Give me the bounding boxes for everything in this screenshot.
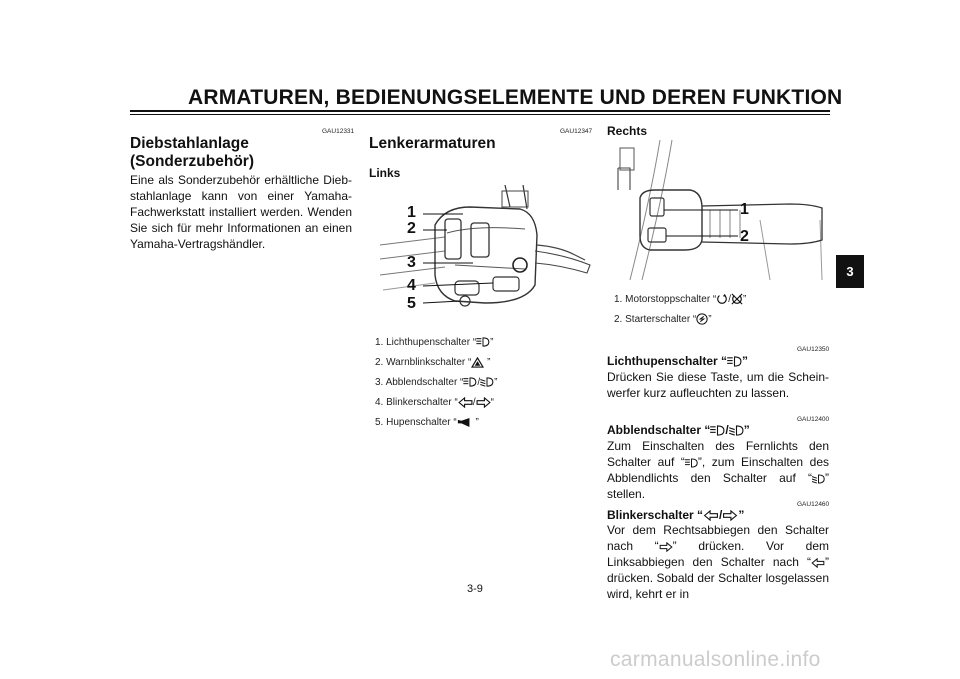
page-number: 3-9 [467,583,483,595]
caption-turn-signal: 4. Blinkerschalter “ / “ [375,397,494,408]
left-title-line1: Diebstahlanlage [130,135,249,152]
left-turn-icon [703,510,719,521]
section-code-flash: GAU12350 [797,346,830,353]
left-switch-captions [375,333,605,433]
low-beam-icon [729,425,744,436]
right-turn-icon [659,542,673,552]
left-callout-3: 3 [407,254,416,271]
horn-icon [457,417,473,428]
left-callout-2: 2 [407,220,416,237]
left-body-text: Eine als Sonderzubehör erhältliche Diebstahlanlage kann von einer Yamaha-Fachwerkstatt installiert werden. Wenden Sie sich für mehr Informationen an einen Yamaha-Vertragshändler. [130,173,352,251]
low-beam-icon [812,474,825,484]
chapter-tab: 3 [836,255,864,288]
left-callout-4: 4 [407,277,416,294]
section-body-turn: Vor dem Rechtsabbiegen den Schalter nach “ ” drücken. Vor dem Linksabbiegen den Schalter nach “ ” drücken. Sobald der Schalter losgelassen wird, kehrt er in [607,523,829,601]
caption-engine-stop: 1. Motorstoppschalter “ / ” [614,294,747,305]
headlight-flash-icon [476,337,490,347]
middle-title: Lenkerarmaturen [369,135,496,152]
left-turn-icon [811,558,825,568]
high-beam-icon [685,458,698,468]
high-beam-icon [710,425,725,436]
header-rule [130,110,830,112]
caption-hazard: 2. Warnblinkschalter “ ” [375,357,491,368]
right-handlebar-photo [610,140,835,280]
page-header-title: ARMATUREN, BEDIENUNGSELEMENTE UND DEREN FUNKTION [188,86,843,109]
starter-icon [696,313,708,325]
caption-horn: 5. Hupenschalter “ ” [375,417,479,428]
hazard-icon [471,357,484,368]
left-callout-1: 1 [407,204,416,221]
middle-section-code: GAU12347 [560,128,593,135]
left-section-code: GAU12331 [322,128,355,135]
caption-starter: 2. Starterschalter “ ” [614,314,712,325]
section-code-turn: GAU12460 [797,501,830,508]
middle-subtitle: Links [369,166,401,180]
low-beam-icon [480,377,494,387]
section-body-flash: Drücken Sie diese Taste, um die Scheinwerfer kurz aufleuchten zu lassen. [607,370,829,400]
right-title: Rechts [607,124,648,138]
engine-stop-icon [731,293,743,305]
right-turn-icon [722,510,738,521]
right-callout-2: 2 [740,228,749,245]
high-beam-icon [463,377,477,387]
section-title-turn: Blinkerschalter “ / ” [607,508,745,522]
header-rule-thin [130,114,830,115]
section-title-dimmer: Abblendschalter “ / ” [607,423,750,437]
caption-dimmer: 3. Abblendschalter “ / ” [375,377,498,388]
headlight-flash-icon [727,356,742,367]
engine-run-icon [716,293,728,305]
right-callout-1: 1 [740,201,749,218]
left-turn-icon [458,397,473,408]
section-code-dimmer: GAU12400 [797,416,830,423]
right-turn-icon [476,397,491,408]
section-title-flash: Lichthupenschalter “ ” [607,354,749,368]
left-callout-5: 5 [407,295,416,312]
caption-headlight-flash: 1. Lichthupenschalter “ ” [375,337,494,348]
left-title-line2: (Sonderzubehör) [130,153,254,170]
watermark: carmanualsonline.info [610,648,821,671]
section-body-dimmer: Zum Einschalten des Fernlichts den Schalter auf “ ”, zum Einschalten des Abblendlichts den Schalter auf “ ” stellen. [607,439,830,501]
right-switch-captions [614,290,834,330]
